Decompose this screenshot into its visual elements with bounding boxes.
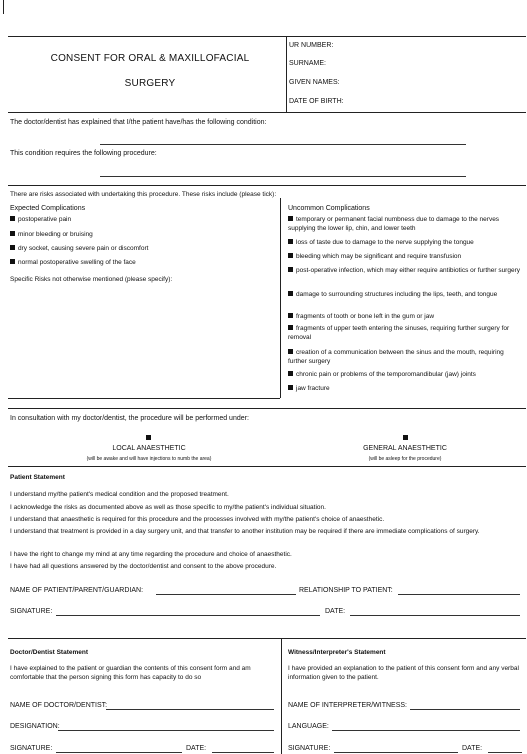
- header-bottom-rule: [8, 112, 526, 113]
- general-anaesthetic-note: (will be asleep for the procedure): [368, 456, 442, 462]
- uncommon-item[interactable]: post-operative infection, which may either require antibiotics or further surgery: [288, 266, 524, 275]
- uncommon-item[interactable]: temporary or permanent facial numbness due to damage to the nerves supplying the lower lip, chin, and lower teeth: [288, 216, 500, 232]
- patient-date-label: DATE:: [325, 608, 346, 615]
- doctor-date-label: DATE:: [186, 745, 207, 752]
- doctor-name-label: NAME OF DOCTOR/DENTIST:: [10, 702, 108, 709]
- condition-label: The doctor/dentist has explained that I/the patient have/has the following condition:: [10, 119, 267, 126]
- doctor-statement-heading: Doctor/Dentist Statement: [10, 649, 89, 656]
- interpreter-date-label: DATE:: [462, 745, 483, 752]
- uncommon-item[interactable]: loss of taste due to damage to the nerve supplying the tongue: [288, 238, 524, 247]
- uncommon-item[interactable]: creation of a communication between the sinus and the mouth, requiring further surgery: [288, 349, 504, 365]
- language-field[interactable]: [332, 730, 520, 731]
- given-names-label: GIVEN NAMES:: [289, 79, 340, 86]
- relationship-field[interactable]: [398, 594, 520, 595]
- checkbox-icon[interactable]: [288, 385, 293, 390]
- interpreter-date-field[interactable]: [488, 752, 522, 753]
- doctor-signature-label: SIGNATURE:: [10, 745, 53, 752]
- uncommon-item[interactable]: jaw fracture: [288, 384, 524, 393]
- doctor-statement-text: I have explained to the patient or guardian the contents of this consent form and am comfortable that the person signing this form has capacity to do so: [10, 665, 251, 681]
- interpreter-name-field[interactable]: [410, 709, 520, 710]
- checkbox-icon[interactable]: [288, 291, 293, 296]
- form-title-line2: SURGERY: [124, 78, 176, 89]
- surname-label: SURNAME:: [289, 60, 326, 67]
- uncommon-item[interactable]: fragments of upper teeth entering the sinuses, requiring further surgery for removal: [288, 325, 510, 341]
- designation-label: DESIGNATION:: [10, 723, 60, 730]
- interpreter-name-label: NAME OF INTERPRETER/WITNESS:: [288, 702, 408, 709]
- risks-top-rule: [8, 185, 526, 186]
- general-anaesthetic-label: GENERAL ANAESTHETIC: [363, 445, 447, 452]
- specific-risks-label: Specific Risks not otherwise mentioned (please specify):: [10, 276, 173, 283]
- patient-statement-line: I have had all questions answered by the doctor/dentist and consent to the above procedure.: [10, 563, 277, 570]
- header-divider: [286, 36, 287, 112]
- interpreter-signature-field[interactable]: [334, 752, 458, 753]
- expected-item[interactable]: minor bleeding or bruising: [10, 231, 93, 239]
- patient-name-field[interactable]: [156, 594, 296, 595]
- uncommon-item[interactable]: damage to surrounding structures including the lips, teeth, and tongue: [288, 290, 524, 299]
- designation-field[interactable]: [58, 730, 274, 731]
- doctor-name-field[interactable]: [106, 709, 274, 710]
- date-of-birth-label: DATE OF BIRTH:: [289, 98, 344, 105]
- procedure-field[interactable]: [100, 176, 466, 177]
- condition-field[interactable]: [100, 144, 466, 145]
- checkbox-icon[interactable]: [10, 216, 15, 221]
- checkbox-icon[interactable]: [288, 371, 293, 376]
- checkbox-icon[interactable]: [288, 239, 293, 244]
- checkbox-icon[interactable]: [288, 325, 293, 330]
- local-anaesthetic-checkbox[interactable]: [146, 435, 151, 440]
- patient-name-label: NAME OF PATIENT/PARENT/GUARDIAN:: [10, 587, 144, 594]
- checkbox-icon[interactable]: [288, 253, 293, 258]
- specific-risks-box-bottom: [8, 398, 280, 399]
- patient-signature-label: SIGNATURE:: [10, 608, 53, 615]
- doctor-signature-field[interactable]: [56, 752, 182, 753]
- risks-column-divider: [280, 198, 281, 398]
- form-title-line1: CONSENT FOR ORAL & MAXILLOFACIAL: [50, 53, 250, 64]
- anaesthetic-intro: In consultation with my doctor/dentist, the procedure will be performed under:: [10, 415, 249, 422]
- expected-item[interactable]: postoperative pain: [10, 216, 71, 224]
- relationship-label: RELATIONSHIP TO PATIENT:: [299, 587, 393, 594]
- checkbox-icon[interactable]: [10, 231, 15, 236]
- patient-signature-field[interactable]: [56, 615, 320, 616]
- anaesthetic-top-rule: [8, 408, 526, 409]
- margin-tick: [3, 0, 4, 14]
- general-anaesthetic-checkbox[interactable]: [403, 435, 408, 440]
- expected-heading: Expected Complications: [10, 205, 86, 212]
- patient-date-field[interactable]: [350, 615, 520, 616]
- patient-statement-line: I have the right to change my mind at any time regarding the procedure and choice of anaesthetic.: [10, 551, 292, 558]
- checkbox-icon[interactable]: [288, 216, 293, 221]
- patient-statement-top-rule: [8, 466, 526, 467]
- uncommon-heading: Uncommon Complications: [288, 205, 370, 212]
- statements-top-rule: [8, 638, 526, 639]
- patient-statement-line: I understand my/the patient's medical condition and the proposed treatment.: [10, 491, 229, 498]
- patient-statement-heading: Patient Statement: [10, 474, 65, 481]
- expected-item[interactable]: normal postoperative swelling of the face: [10, 259, 136, 267]
- risks-intro: There are risks associated with undertaking this procedure. These risks include (please tick):: [10, 191, 277, 198]
- interpreter-statement-heading: Witness/Interpreter's Statement: [288, 649, 386, 656]
- language-label: LANGUAGE:: [288, 723, 329, 730]
- expected-item[interactable]: dry socket, causing severe pain or discomfort: [10, 245, 148, 253]
- patient-statement-line: I acknowledge the risks as documented above as well as those specific to my/the patient's individual situation.: [10, 504, 326, 511]
- interpreter-signature-label: SIGNATURE:: [288, 745, 331, 752]
- doctor-date-field[interactable]: [212, 752, 274, 753]
- patient-statement-line: I understand that treatment is provided in a day surgery unit, and that transfer to another institution may be required if there are immediate complications of surgery.: [10, 528, 480, 535]
- checkbox-icon[interactable]: [288, 267, 293, 272]
- checkbox-icon[interactable]: [10, 245, 15, 250]
- interpreter-statement-text: I have provided an explanation to the patient of this consent form and any verbal information given to the patient.: [288, 665, 519, 681]
- uncommon-item[interactable]: chronic pain or problems of the temporomandibular (jaw) joints: [288, 370, 524, 379]
- patient-statement-line: I understand that anaesthetic is required for this procedure and the processes involved with my/the patient's choice of anaesthetic.: [10, 516, 385, 523]
- ur-number-label: UR NUMBER:: [289, 42, 334, 49]
- checkbox-icon[interactable]: [288, 313, 293, 318]
- local-anaesthetic-note: (will be awake and will have injections to numb the area): [86, 456, 212, 462]
- header-top-rule: [8, 36, 526, 37]
- local-anaesthetic-label: LOCAL ANAESTHETIC: [112, 445, 186, 452]
- statements-divider: [281, 638, 282, 754]
- uncommon-item[interactable]: bleeding which may be significant and require transfusion: [288, 252, 524, 261]
- checkbox-icon[interactable]: [10, 259, 15, 264]
- checkbox-icon[interactable]: [288, 349, 293, 354]
- procedure-label: This condition requires the following procedure:: [10, 150, 157, 157]
- uncommon-item[interactable]: fragments of tooth or bone left in the gum or jaw: [288, 312, 524, 321]
